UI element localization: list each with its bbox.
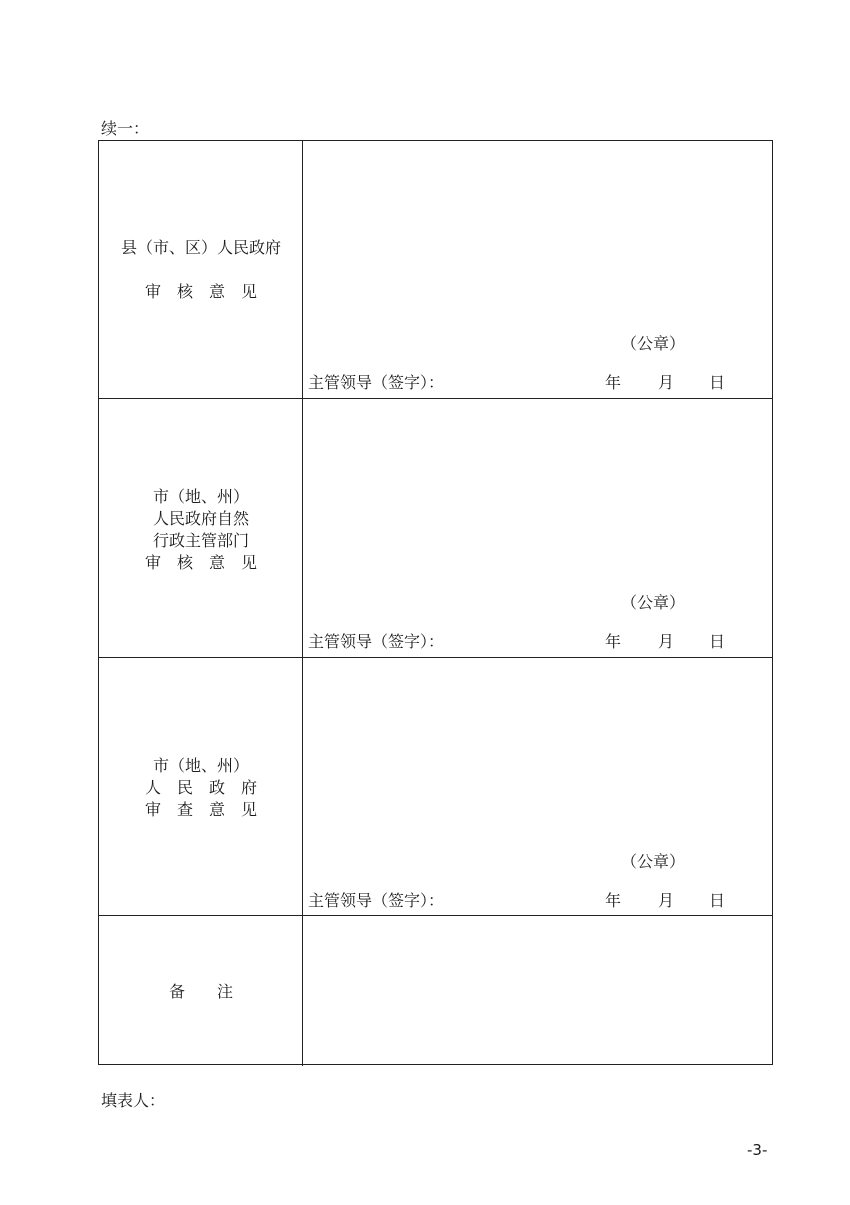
city-gov-date-year: 年 <box>605 891 622 910</box>
county-review-content-cell[interactable] <box>303 141 772 398</box>
city-gov-seal-label: （公章） <box>621 852 686 871</box>
city-gov-date-month: 月 <box>658 891 675 910</box>
county-seal-label: （公章） <box>621 334 686 353</box>
remarks-label: 备 注 <box>168 982 233 1001</box>
remarks-row <box>99 916 772 1066</box>
page-number: -3- <box>747 1141 768 1159</box>
city-dept-label-line-1: 市（地、州） <box>152 487 249 506</box>
city-gov-leader-signature-label: 主管领导（签字）： <box>308 891 445 910</box>
county-date-day: 日 <box>709 373 726 392</box>
city-dept-review-row <box>99 399 772 658</box>
city-dept-leader-signature-label: 主管领导（签字）： <box>308 632 445 651</box>
city-dept-label-line-4: 审 核 意 见 <box>144 553 257 572</box>
review-form-table <box>98 140 773 1065</box>
county-review-row <box>99 141 772 399</box>
remarks-label-cell <box>99 916 303 1066</box>
county-leader-signature-label: 主管领导（签字）： <box>308 373 445 392</box>
county-review-label-cell <box>99 141 303 398</box>
county-review-label-line-1: 县（市、区）人民政府 <box>120 238 281 257</box>
remarks-content-cell[interactable] <box>303 916 772 1066</box>
city-gov-review-label-cell <box>99 658 303 915</box>
county-review-label-line-2: 审 核 意 见 <box>144 282 257 301</box>
city-dept-review-content-cell[interactable] <box>303 399 772 657</box>
city-gov-label-line-3: 审 查 意 见 <box>144 800 257 819</box>
county-date-year: 年 <box>605 373 622 392</box>
city-dept-label-line-3: 行政主管部门 <box>152 531 249 550</box>
city-gov-review-row <box>99 658 772 916</box>
city-dept-date-month: 月 <box>658 632 675 651</box>
city-dept-label-line-2: 人民政府自然 <box>152 509 249 528</box>
city-gov-label-line-1: 市（地、州） <box>152 756 249 775</box>
city-gov-review-content-cell[interactable] <box>303 658 772 915</box>
county-date-month: 月 <box>658 373 675 392</box>
city-gov-label-line-2: 人 民 政 府 <box>144 778 257 797</box>
city-dept-date-day: 日 <box>709 632 726 651</box>
city-dept-seal-label: （公章） <box>621 593 686 612</box>
city-gov-date-day: 日 <box>709 891 726 910</box>
city-dept-date-year: 年 <box>605 632 622 651</box>
continuation-label: 续一： <box>101 119 150 138</box>
city-dept-review-label-cell <box>99 399 303 657</box>
filler-label: 填表人： <box>101 1091 166 1110</box>
